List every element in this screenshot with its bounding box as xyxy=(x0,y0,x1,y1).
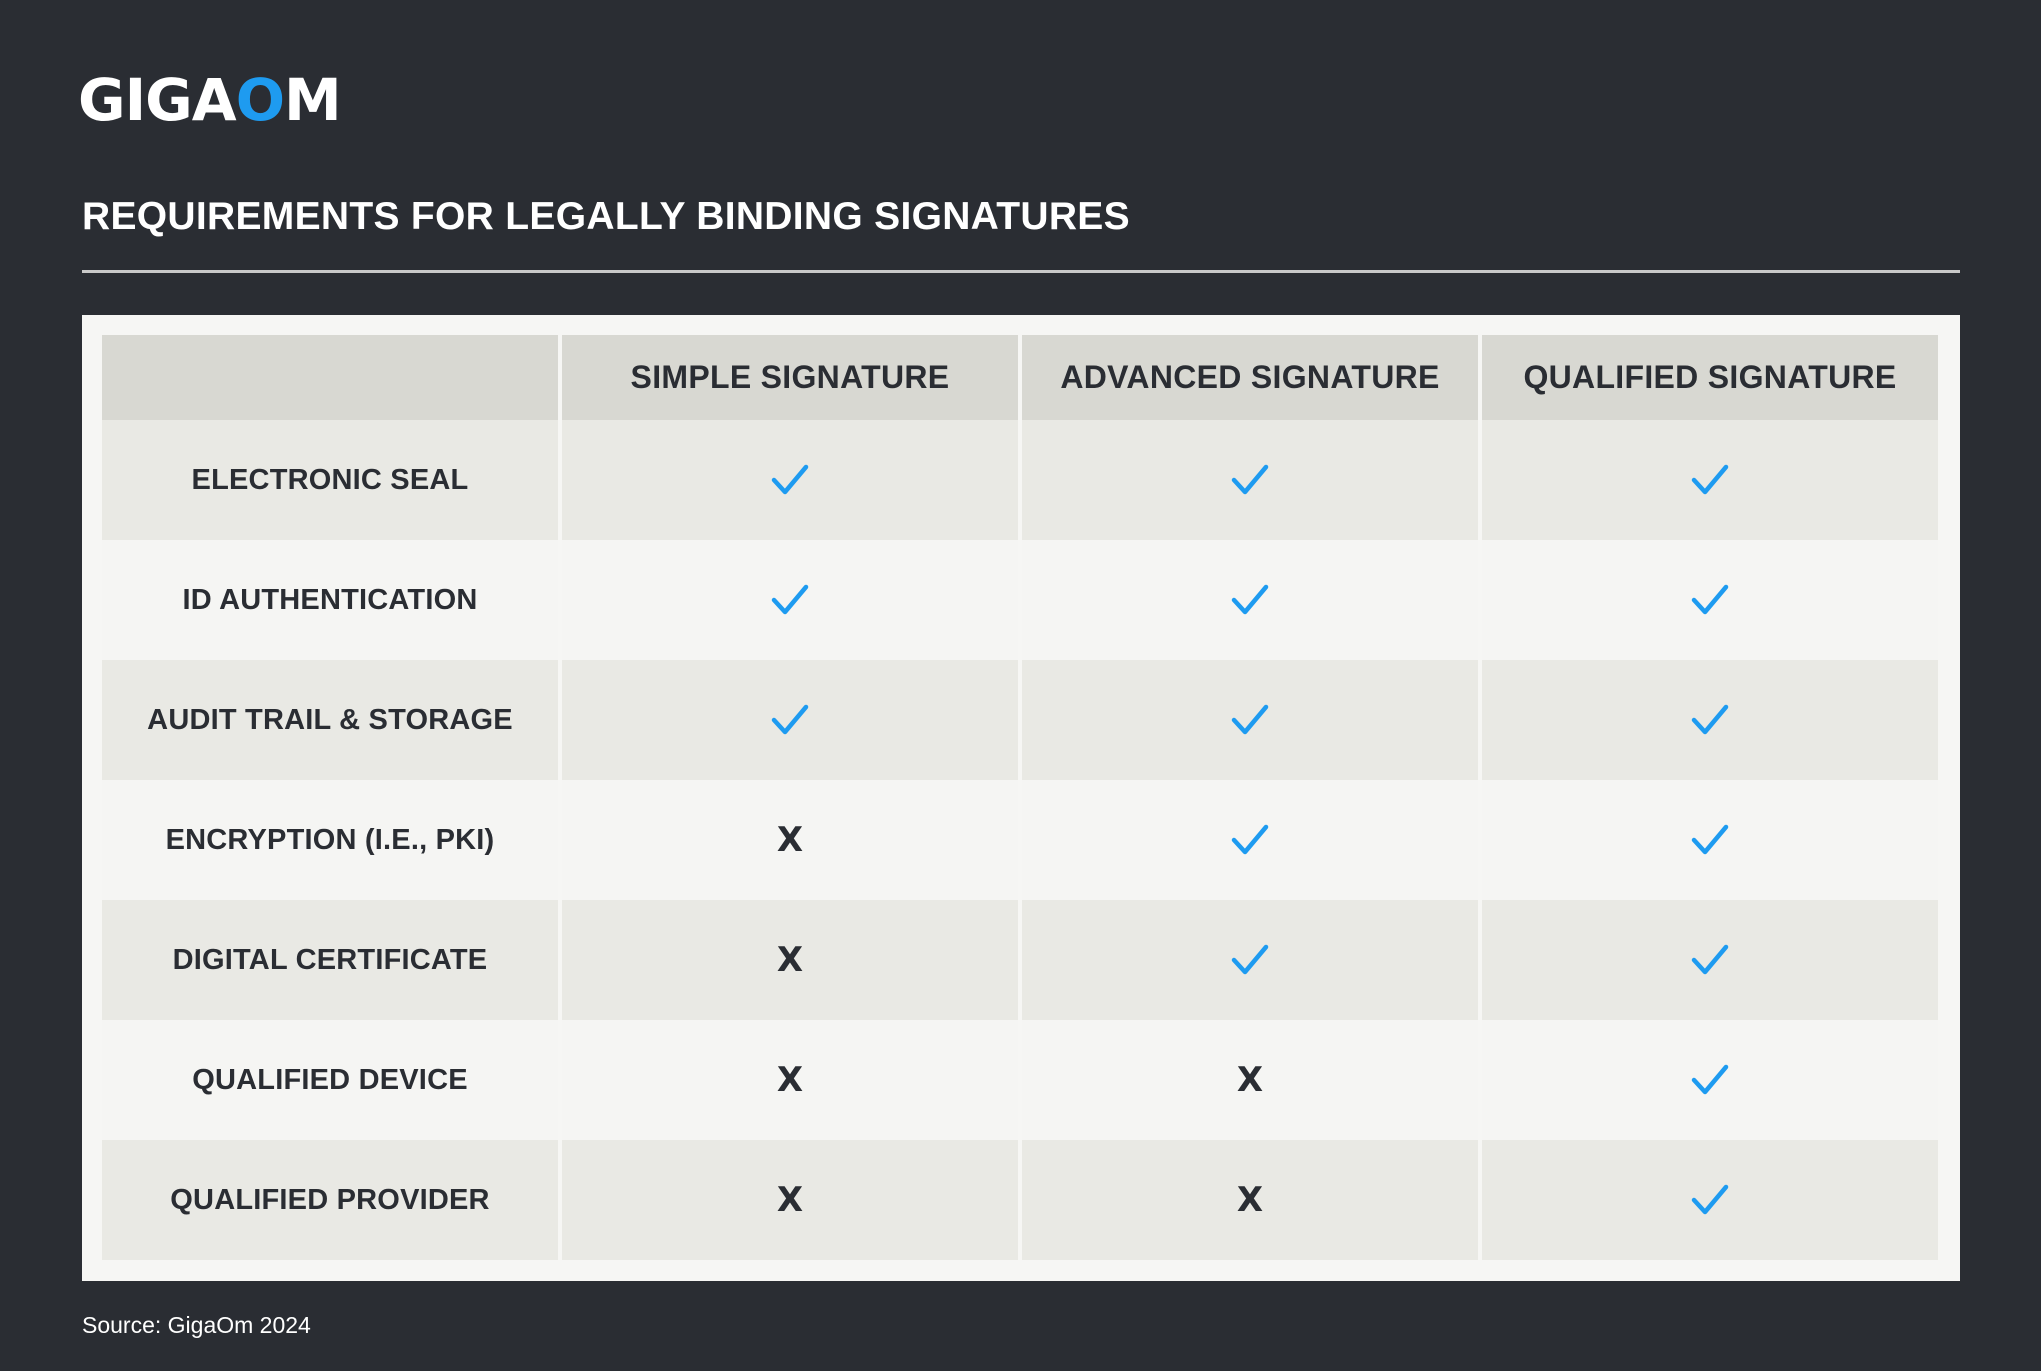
row-label-encryption-i-e-pki: ENCRYPTION (I.E., PKI) xyxy=(102,780,558,900)
table-cell xyxy=(562,1140,1018,1260)
check-icon xyxy=(771,703,809,737)
check-icon xyxy=(1231,703,1269,737)
table-cell xyxy=(562,660,1018,780)
page-title: REQUIREMENTS FOR LEGALLY BINDING SIGNATURES xyxy=(82,195,1130,238)
check-icon xyxy=(1231,583,1269,617)
table-cell xyxy=(1482,660,1938,780)
table-cell xyxy=(562,540,1018,660)
table-cell xyxy=(1022,420,1478,540)
column-header-advanced-signature: ADVANCED SIGNATURE xyxy=(1022,335,1478,420)
cross-mark: X xyxy=(1236,1180,1264,1220)
check-icon xyxy=(1691,823,1729,857)
row-label-qualified-provider: QUALIFIED PROVIDER xyxy=(102,1140,558,1260)
check-icon xyxy=(1691,943,1729,977)
comparison-table-panel xyxy=(82,315,1960,1281)
check-icon xyxy=(1691,1063,1729,1097)
row-label-id-authentication: ID AUTHENTICATION xyxy=(102,540,558,660)
table-cell xyxy=(562,420,1018,540)
cross-mark: X xyxy=(1236,1060,1264,1100)
table-cell xyxy=(1482,780,1938,900)
cross-mark: X xyxy=(776,1060,804,1100)
table-cell xyxy=(1482,420,1938,540)
row-label-audit-trail-storage: AUDIT TRAIL & STORAGE xyxy=(102,660,558,780)
logo-text-suffix: M xyxy=(284,66,341,134)
row-label-qualified-device: QUALIFIED DEVICE xyxy=(102,1020,558,1140)
check-icon xyxy=(771,463,809,497)
source-note: Source: GigaOm 2024 xyxy=(82,1312,311,1338)
check-icon xyxy=(771,583,809,617)
row-label-electronic-seal: ELECTRONIC SEAL xyxy=(102,420,558,540)
table-cell xyxy=(1022,1140,1478,1260)
logo-text-accent: O xyxy=(235,66,284,134)
cross-mark: X xyxy=(776,1180,804,1220)
cross-mark: X xyxy=(776,940,804,980)
column-header-qualified-signature: QUALIFIED SIGNATURE xyxy=(1482,335,1938,420)
cross-mark: X xyxy=(776,820,804,860)
check-icon xyxy=(1691,703,1729,737)
check-icon xyxy=(1691,463,1729,497)
check-icon xyxy=(1691,583,1729,617)
comparison-table xyxy=(102,335,1940,1260)
gigaom-logo xyxy=(78,66,341,134)
check-icon xyxy=(1231,823,1269,857)
check-icon xyxy=(1231,943,1269,977)
table-cell xyxy=(1022,540,1478,660)
column-header-simple-signature: SIMPLE SIGNATURE xyxy=(562,335,1018,420)
table-cell xyxy=(562,900,1018,1020)
header-corner-cell xyxy=(102,335,558,420)
check-icon xyxy=(1691,1183,1729,1217)
table-cell xyxy=(1022,660,1478,780)
table-cell xyxy=(1482,1140,1938,1260)
table-cell xyxy=(1482,900,1938,1020)
table-cell xyxy=(1022,1020,1478,1140)
check-icon xyxy=(1231,463,1269,497)
title-divider xyxy=(82,270,1960,273)
table-cell xyxy=(562,1020,1018,1140)
row-label-digital-certificate: DIGITAL CERTIFICATE xyxy=(102,900,558,1020)
logo-text-prefix: GIGA xyxy=(78,66,236,134)
table-cell xyxy=(1482,1020,1938,1140)
table-cell xyxy=(1022,780,1478,900)
table-cell xyxy=(1022,900,1478,1020)
table-cell xyxy=(1482,540,1938,660)
table-cell xyxy=(562,780,1018,900)
